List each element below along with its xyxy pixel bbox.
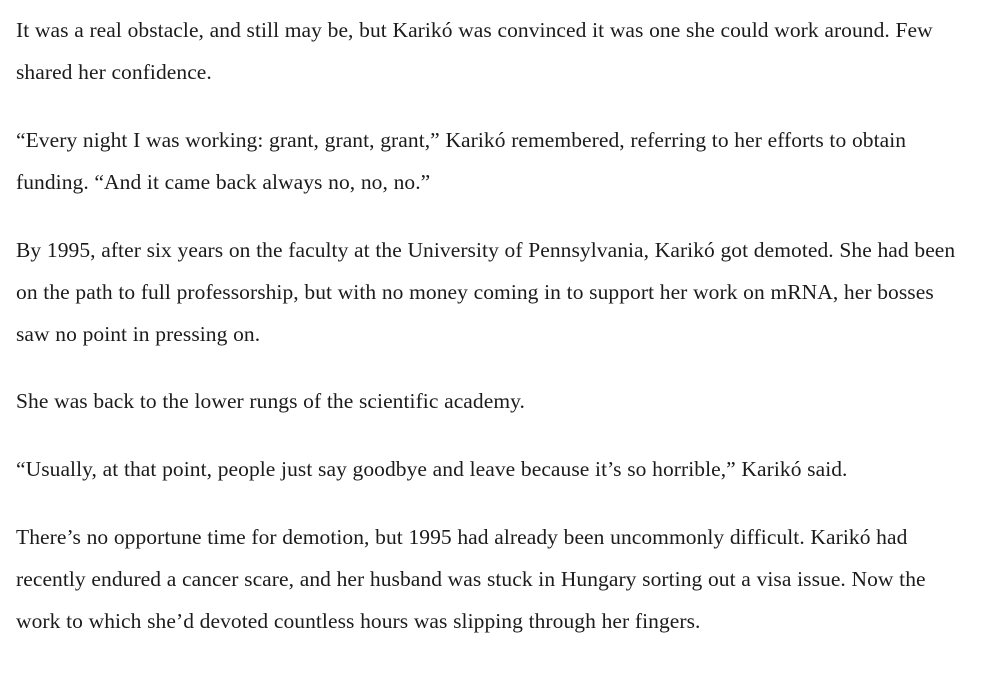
article-paragraph: It was a real obstacle, and still may be, but Karikó was convinced it was one she could work around. Few shared her confidence. [16,18,933,84]
article-paragraph: “Every night I was working: grant, grant, grant,” Karikó remembered, referring to her efforts to obtain funding. “And it came back always no, no, no.” [16,127,907,194]
article-paragraph: She was back to the lower rungs of the scientific academy. [16,389,525,414]
article-paragraph: By 1995, after six years on the faculty at the University of Pennsylvania, Karikó got demoted. She had been on the path to full professorship, but with no money coming in to support her work on mRNA, her bosses saw no point in pressing on. [16,237,956,346]
article-paragraph: “Usually, at that point, people just say goodbye and leave because it’s so horrible,” Karikó said. [16,457,848,482]
article-paragraph: There’s no opportune time for demotion, but 1995 had already been uncommonly difficult. Karikó had recently endured a cancer scare, and her husband was stuck in Hungary sorting out a visa issue. Now the work to which she’d devoted countless hours was slipping through her fingers. [16,525,926,634]
